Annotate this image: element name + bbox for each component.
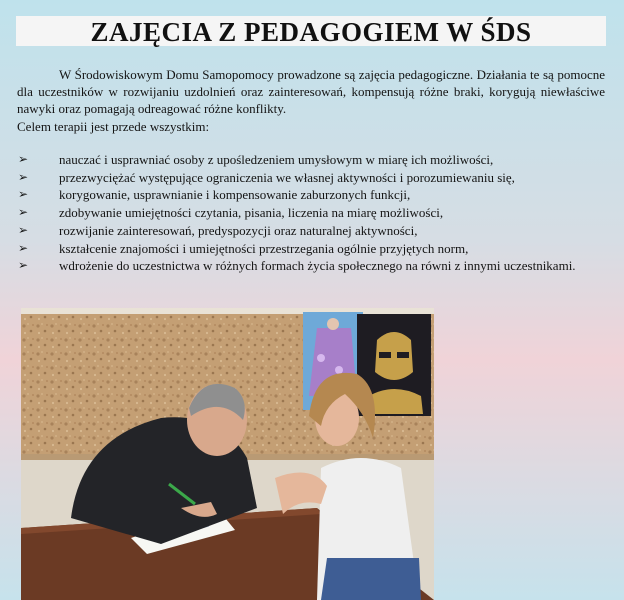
arrow-bullet-icon: ➢	[18, 169, 29, 184]
arrow-bullet-icon: ➢	[18, 258, 29, 273]
list-item	[17, 257, 605, 275]
list-item	[17, 222, 605, 240]
intro-text: W Środowiskowym Domu Samopomocy prowadzone są zajęcia pedagogiczne. Działania te są pomocne dla uczestników w rozwijaniu uzdolnień oraz zainteresowań, kompensują różne braki, korygują niewłaściwe nawyki oraz pomagają odreagować różne konflikty.	[17, 67, 605, 116]
page-title: ZAJĘCIA Z PEDAGOGIEM W ŚDS	[16, 16, 606, 46]
goal-text: kształcenie znajomości i umiejętności przestrzegania ogólnie przyjętych norm,	[59, 240, 469, 256]
wall-trim	[21, 308, 434, 314]
arrow-bullet-icon: ➢	[18, 152, 29, 166]
session-photo	[21, 308, 434, 600]
arrow-bullet-icon: ➢	[18, 187, 29, 202]
list-item	[17, 186, 605, 204]
goal-text: zdobywanie umiejętności czytania, pisania, liczenia na miarę możliwości,	[59, 205, 444, 221]
intro-paragraph	[17, 66, 605, 117]
goal-text: rozwijanie zainteresowań, predyspozycji oraz naturalnej aktywności,	[59, 222, 418, 238]
arrow-bullet-icon: ➢	[18, 205, 29, 220]
goal-text: wdrożenie do uczestnictwa w różnych formach życia społecznego na równi z innymi uczestnikami.	[59, 258, 576, 274]
goal-text: korygowanie, usprawnianie i kompensowanie zaburzonych funkcji,	[59, 187, 411, 203]
arrow-bullet-icon: ➢	[18, 222, 29, 237]
goals-lead: Celem terapii jest przede wszystkim:	[17, 119, 210, 134]
list-item	[17, 240, 605, 258]
photo-illustration	[21, 308, 434, 600]
list-item	[17, 169, 605, 187]
list-item	[17, 204, 605, 222]
list-item	[17, 151, 605, 169]
goal-text: nauczać i usprawniać osoby z upośledzeniem umysłowym w miarę ich możliwości,	[59, 152, 494, 167]
goal-text: przezwyciężać występujące ograniczenia we własnej aktywności i porozumiewaniu się,	[59, 169, 515, 185]
goals-list	[17, 151, 605, 275]
arrow-bullet-icon: ➢	[18, 240, 29, 255]
